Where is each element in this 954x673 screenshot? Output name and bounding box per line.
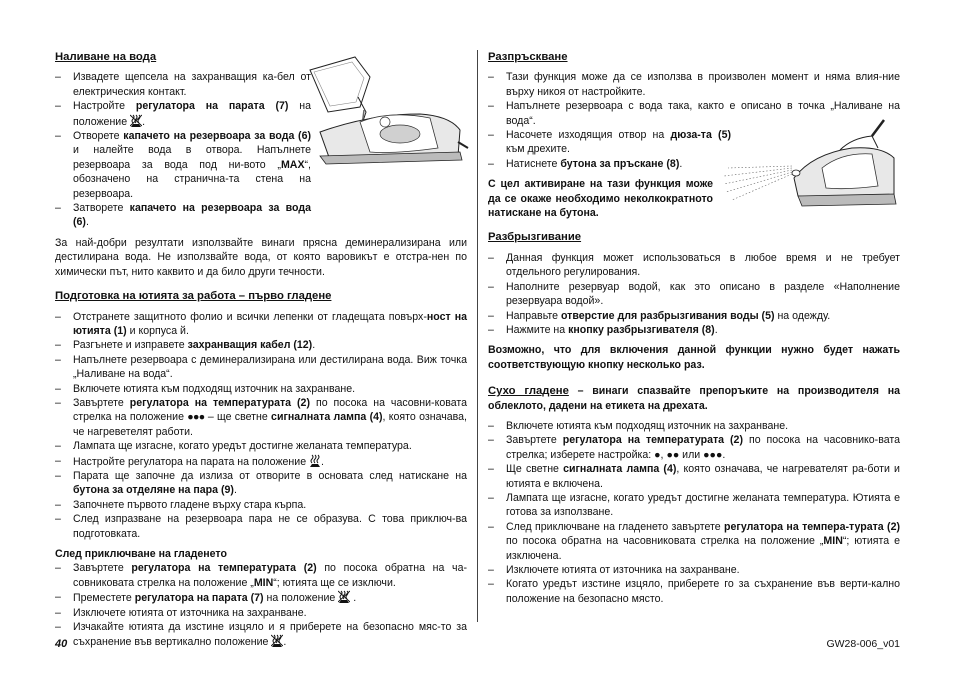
iron-spray-illustration [722, 118, 902, 218]
list-item: – Натиснете бутона за пръскане (8). [488, 157, 900, 171]
list-item: – Наполните резервуар водой, как это описано в разделе «Наполнение резервуара водой». [488, 280, 900, 309]
list-item: – Завъртете регулатора на температурата (2) по посока обратна на ча-совниковата стрелка на положение „MIN“; ютията ще се изключи. [55, 561, 467, 590]
heading-spray: Разпръскване [488, 51, 568, 63]
spray-ru-note: Возможно, что для включения данной функции нужно будет нажать соответствующую кнопку несколько раз. [488, 344, 900, 371]
list-item: – Извадете щепсела на захранващия ка-бел от електрическия контакт. [55, 70, 311, 99]
list-item: – Отворете капачето на резервоара за вода (6) и налейте вода в отвора. Напълнете резервоара за вода под ни-вото „MAX“, обозначено на странична-та стена на резервоара. [55, 129, 311, 201]
fill-water-note: За най-добри резултати използвайте винаги прясна деминерализирана или дестилирана вода. Не използвайте вода, от която варовикът е отстра-нен по химически път, нито каквито и да било други течности. [55, 236, 467, 278]
list-item: – Изчакайте ютията да изстине изцяло и я приберете на безопасно мяс-то за съхранение във вертикално положение . [55, 620, 467, 650]
list-item: – Отстранете защитното фолио и всички лепенки от гладещата повърх-ност на ютията (1) и корпуса й. [55, 310, 467, 339]
list-item: – Тази функция може да се използва в произволен момент и няма влия-ние върху никоя от настройките. [488, 70, 900, 99]
steam-off-icon [338, 590, 350, 604]
subheading-after-ironing: След приключване на гладенето [55, 548, 227, 560]
column-divider [477, 50, 478, 622]
spray-note: С цел активиране на тази функция може да се окаже необходимо неколкократното натискане на бутона. [488, 178, 713, 220]
list-item: – Напълнете резервоара с вода така, както е описано в точка „Наливане на вода“. [488, 99, 900, 128]
list-item: – Направьте отверстие для разбрызгивания воды (5) на одежду. [488, 309, 900, 323]
list-item: – Изключете ютията от източника на захранване. [55, 606, 467, 620]
heading-dry-ironing: Сухо гладене – винаги спазвайте препоръките на производителя на облеклото, дадени на етикета на дрехата. [488, 385, 901, 412]
list-item: – Нажмите на кнопку разбрызгивателя (8). [488, 323, 900, 337]
spray-ru-list [488, 251, 900, 337]
list-item: – Напълнете резервоара с деминерализирана или дестилирана вода. Виж точка „Наливане на вода“. [55, 353, 467, 382]
steam-off-icon [271, 634, 283, 648]
document-code: GW28-006_v01 [826, 638, 900, 650]
list-item: – Започнете първото гладене върху стара кърпа. [55, 498, 467, 512]
list-item: – След приключване на гладенето завъртете регулатора на темпера-турата (2) по посока обратна на часовниковата стрелка на положение „MIN“; ютията е изключена. [488, 520, 900, 563]
iron-filling-illustration [300, 52, 470, 172]
list-item: – Изключете ютията от източника на захранване. [488, 563, 900, 577]
list-item: – Включете ютията към подходящ източник на захранване. [55, 382, 467, 396]
list-item: – Разгънете и изправете захранващия кабел (12). [55, 338, 467, 352]
after-ironing-list [55, 561, 467, 649]
heading-fill-water: Наливане на вода [55, 51, 157, 63]
list-item: – Завъртете регулатора на температурата (2) по посока на часовни-ковата стрелка на положение ●●● – ще светне сигналната лампа (4), която означава, че нагреветелят работи. [55, 396, 467, 439]
list-item: – Насочете изходящия отвор на дюза-та (5) към дрехите. [488, 128, 731, 157]
list-item: – Парата ще започне да излиза от отворите в основата след натискане на бутона за отделяне на пара (9). [55, 469, 467, 498]
heading-preparation: Подготовка на ютията за работа – първо гладене [55, 290, 332, 303]
dry-ironing-list [488, 419, 900, 606]
steam-max-icon [309, 454, 321, 468]
heading-spray-ru: Разбрызгивание [488, 231, 582, 244]
list-item: – Затворете капачето на резервоара за вода (6). [55, 201, 311, 230]
list-item: – Когато уредът изстине изцяло, приберете го за съхранение във верти-кално положение на безопасно място. [488, 577, 900, 606]
page-number: 40 [55, 638, 68, 650]
preparation-list [55, 310, 467, 542]
list-item: – Лампата ще изгасне, когато уредът достигне желаната температура. [55, 439, 467, 453]
list-item: – Ще светне сигналната лампа (4), която означава, че нагревателят ра-боти и ютията е включена. [488, 462, 900, 491]
list-item: – Данная функция может использоваться в любое время и не требует отдельного регулирования. [488, 251, 900, 280]
list-item: – Лампата ще изгасне, когато уредът достигне желаната температура. Ютията е готова за използване. [488, 491, 900, 520]
list-item: – Завъртете регулатора на температурата (2) по посока на часовнико-вата стрелка; изберете настройка: ●, ●● или ●●●. [488, 433, 900, 462]
list-item: – Преместете регулатора на парата (7) на положение . [55, 590, 467, 605]
list-item: – Настройте регулатора на парата (7) на положение . [55, 99, 311, 129]
list-item: – След изпразване на резервоара пара не се образува. С това приключ-ва подготовката. [55, 512, 467, 541]
steam-off-icon [130, 114, 142, 128]
list-item: – Настройте регулатора на парата на положение . [55, 454, 467, 469]
list-item: – Включете ютията към подходящ източник на захранване. [488, 419, 900, 433]
